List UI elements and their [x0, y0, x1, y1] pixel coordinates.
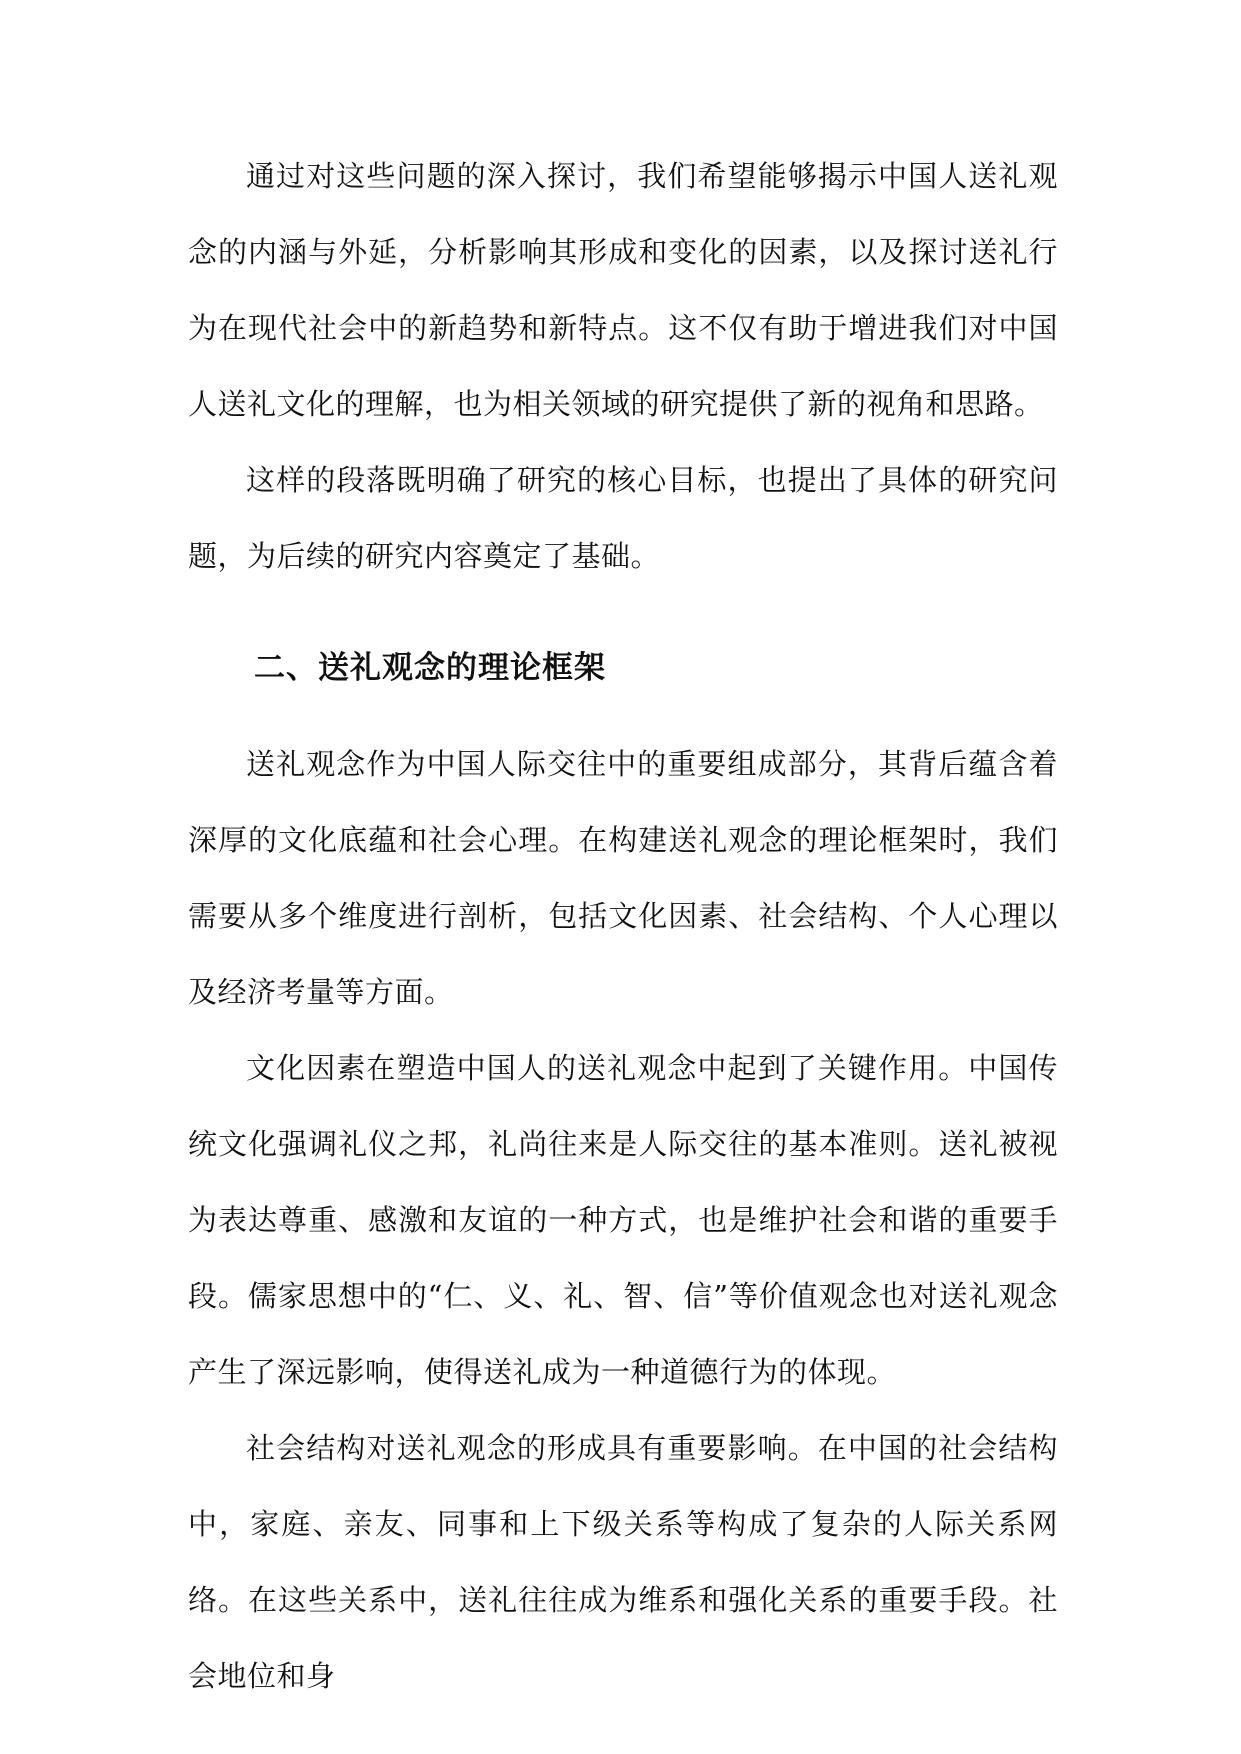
- body-paragraph: 送礼观念作为中国人际交往中的重要组成部分，其背后蕴含着深厚的文化底蕴和社会心理。在构建送礼观念的理论框架时，我们需要从多个维度进行剖析，包括文化因素、社会结构、个人心理以及经济考量等方面。: [188, 747, 1058, 1009]
- body-paragraph: 文化因素在塑造中国人的送礼观念中起到了关键作用。中国传统文化强调礼仪之邦，礼尚往来是人际交往的基本准则。送礼被视为表达尊重、感激和友谊的一种方式，也是维护社会和谐的重要手段。儒家思想中的“仁、义、礼、智、信”等价值观念也对送礼观念产生了深远影响，使得送礼成为一种道德行为的体现。: [188, 1051, 1058, 1389]
- body-paragraph: 这样的段落既明确了研究的核心目标，也提出了具体的研究问题，为后续的研究内容奠定了基础。: [188, 463, 1058, 573]
- body-paragraph: 社会结构对送礼观念的形成具有重要影响。在中国的社会结构中，家庭、亲友、同事和上下级关系等构成了复杂的人际关系网络。在这些关系中，送礼往往成为维系和强化关系的重要手段。社会地位和身: [188, 1431, 1058, 1693]
- document-page: [188, 138, 1058, 1714]
- section-heading: 二、送礼观念的理论框架: [254, 650, 606, 686]
- body-paragraph: 通过对这些问题的深入探讨，我们希望能够揭示中国人送礼观念的内涵与外延，分析影响其形成和变化的因素，以及探讨送礼行为在现代社会中的新趋势和新特点。这不仅有助于增进我们对中国人送礼文化的理解，也为相关领域的研究提供了新的视角和思路。: [188, 159, 1058, 421]
